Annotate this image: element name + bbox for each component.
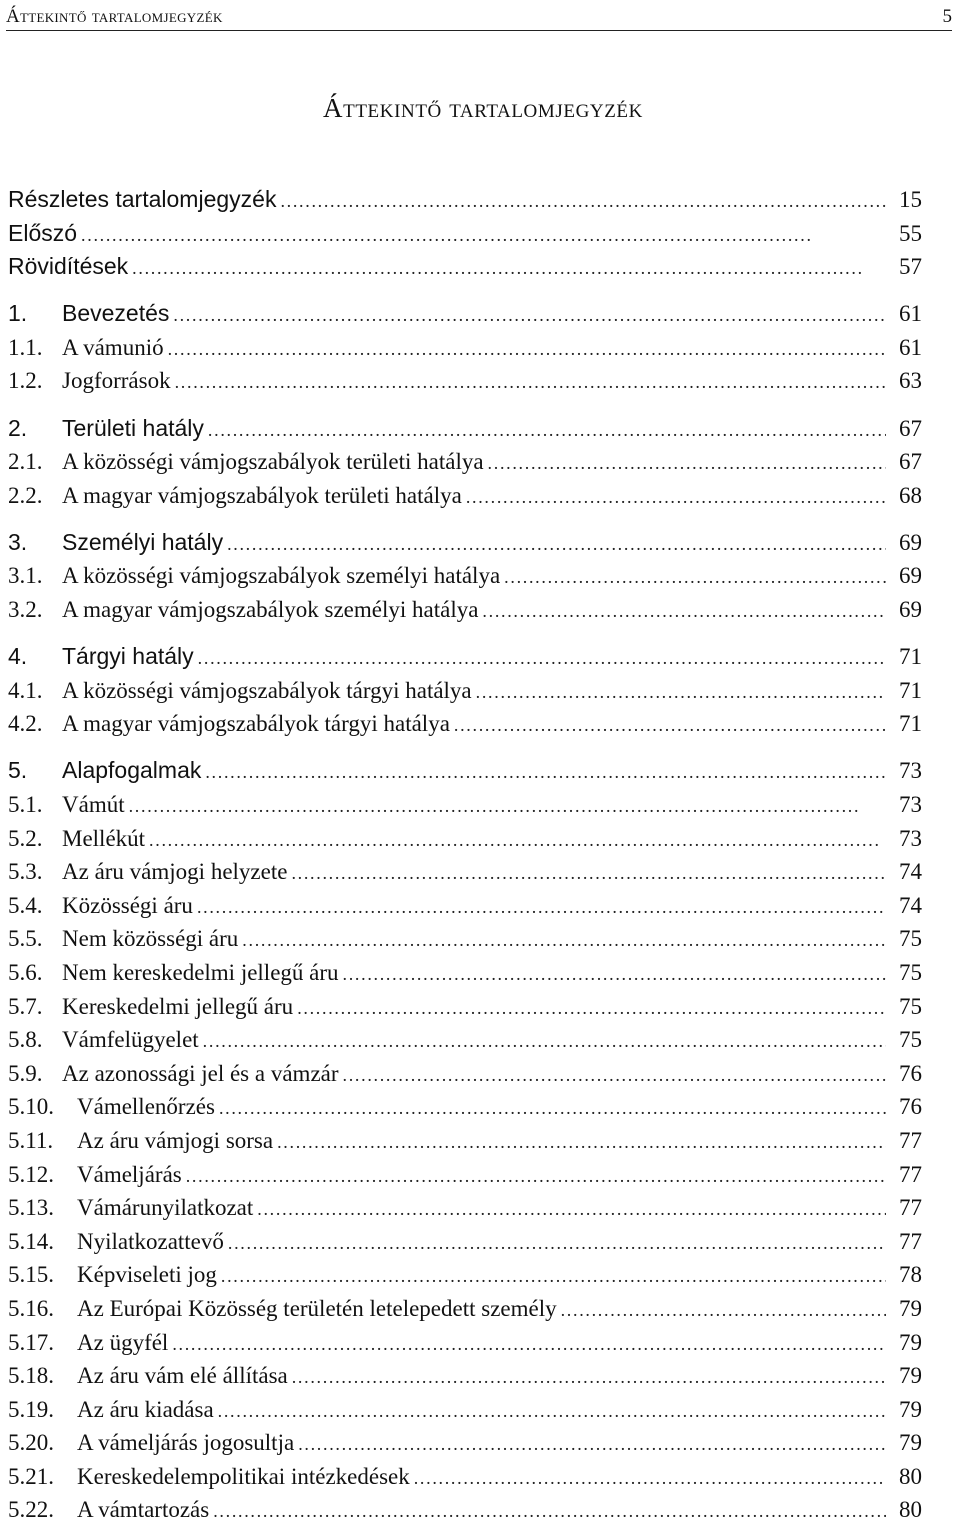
- toc-entry-page-number: 80: [899, 1497, 922, 1523]
- toc-entry-page-number: 79: [899, 1430, 922, 1456]
- toc-entry-title: Kereskedelmi jellegű áru: [62, 993, 294, 1019]
- toc-entry-leader-dots: [298, 1428, 886, 1462]
- toc-entry-title: Területi hatály: [62, 414, 204, 441]
- toc-entry-title: Nyilatkozattevő: [77, 1228, 224, 1254]
- toc-entry-number: 5.1.: [8, 792, 43, 817]
- toc-entry-page-number: 77: [899, 1161, 922, 1187]
- toc-entry-leader-dots: [454, 709, 886, 743]
- toc-entry[interactable]: [8, 640, 922, 674]
- toc-entry-page-number: 61: [899, 334, 922, 360]
- toc-entry-number: 5.10.: [8, 1094, 54, 1120]
- toc-entry-title: Jogforrások: [62, 368, 171, 394]
- toc-entry-page-number: 77: [899, 1228, 922, 1254]
- toc-entry-leader-dots: [291, 857, 886, 891]
- toc-entry-title: Közösségi áru: [62, 892, 193, 918]
- toc-entry-leader-dots: [172, 1328, 886, 1362]
- toc-entry[interactable]: [8, 956, 922, 990]
- toc-entry-leader-dots: [213, 1495, 886, 1529]
- toc-entry-page-number: 75: [899, 993, 922, 1019]
- toc-entry-number: 5.2.: [8, 825, 43, 851]
- toc-entry-number: 2.: [8, 414, 28, 441]
- toc-entry-title: Az Európai Közösség területén letelepedett személy: [77, 1295, 557, 1321]
- toc-entry-leader-dots: [414, 1462, 886, 1496]
- toc-entry-number: 5.6.: [8, 959, 43, 985]
- toc-entry-number: 5.17.: [8, 1329, 54, 1355]
- toc-entry-title: A vámtartozás: [77, 1497, 210, 1523]
- toc-entry-leader-dots: [186, 1160, 886, 1194]
- toc-entry[interactable]: [8, 1493, 922, 1527]
- toc-entry-leader-dots: [173, 299, 886, 333]
- toc-entry-number: 5.7.: [8, 993, 43, 1019]
- toc-entry-number: 3.2.: [8, 597, 43, 623]
- toc-entry-page-number: 69: [899, 597, 922, 623]
- toc-entry[interactable]: [8, 889, 922, 923]
- toc-entry-page-number: 78: [899, 1262, 922, 1288]
- toc-entry-title: Előszó: [8, 219, 78, 246]
- toc-entry-title: A vámunió: [62, 334, 164, 360]
- toc-entry-number: 5.19.: [8, 1396, 54, 1422]
- toc-entry-number: 5.12.: [8, 1161, 54, 1187]
- toc-entry-page-number: 61: [899, 301, 922, 327]
- toc-entry-page-number: 77: [899, 1195, 922, 1221]
- toc-entry[interactable]: [8, 1359, 922, 1393]
- toc-entry[interactable]: [8, 183, 922, 217]
- toc-entry[interactable]: [8, 445, 922, 479]
- toc-entry-leader-dots: [129, 790, 886, 824]
- toc-entry-title: Az áru vám elé állítása: [77, 1363, 288, 1389]
- toc-entry-title: Részletes tartalomjegyzék: [8, 186, 277, 212]
- toc-entry[interactable]: [8, 1258, 922, 1292]
- toc-entry-number: 1.2.: [8, 368, 43, 394]
- toc-entry[interactable]: [8, 593, 922, 627]
- toc-entry[interactable]: [8, 1191, 922, 1225]
- toc-entry-number: 4.2.: [8, 711, 43, 737]
- toc-entry-page-number: 77: [899, 1127, 922, 1153]
- toc-entry-title: Nem kereskedelmi jellegű áru: [62, 959, 339, 985]
- toc-entry[interactable]: [8, 855, 922, 889]
- toc-entry-leader-dots: [292, 1361, 886, 1395]
- toc-entry-number: 3.: [8, 528, 28, 555]
- toc-entry-leader-dots: [482, 595, 886, 629]
- toc-entry-page-number: 79: [899, 1329, 922, 1355]
- toc-entry-leader-dots: [203, 1025, 886, 1059]
- toc-entry-leader-dots: [228, 1227, 886, 1261]
- toc-entry[interactable]: [8, 1023, 922, 1057]
- toc-entry[interactable]: [8, 250, 922, 284]
- toc-entry-number: 2.2.: [8, 482, 43, 508]
- toc-entry-title: Alapfogalmak: [62, 757, 202, 784]
- toc-entry-title: Az áru vámjogi sorsa: [77, 1127, 274, 1153]
- toc-entry-page-number: 79: [899, 1396, 922, 1422]
- toc-entry[interactable]: [8, 990, 922, 1024]
- toc-entry-number: 3.1.: [8, 563, 43, 589]
- toc-entry-title: Az áru kiadása: [77, 1396, 214, 1422]
- toc-entry-page-number: 69: [899, 563, 922, 589]
- toc-entry-title: Az áru vámjogi helyzete: [62, 859, 288, 885]
- toc-entry-number: 5.8.: [8, 1027, 43, 1053]
- toc-entry-leader-dots: [277, 1126, 886, 1160]
- toc-entry-leader-dots: [205, 756, 886, 790]
- toc-entry[interactable]: [8, 297, 922, 331]
- toc-entry-leader-dots: [81, 219, 886, 253]
- toc-entry-leader-dots: [198, 642, 886, 676]
- toc-entry-title: Kereskedelempolitikai intézkedések: [77, 1463, 410, 1489]
- toc-entry-number: 5.11.: [8, 1127, 54, 1153]
- toc-entry-leader-dots: [343, 958, 886, 992]
- toc-entry[interactable]: [8, 707, 922, 741]
- toc-entry-leader-dots: [219, 1092, 886, 1126]
- toc-entry-page-number: 63: [899, 368, 922, 394]
- toc-entry-number: 5.4.: [8, 892, 43, 918]
- toc-entry-number: 5.: [8, 757, 28, 784]
- toc-entry-page-number: 71: [899, 644, 922, 670]
- toc-entry[interactable]: [8, 479, 922, 513]
- toc-entry-number: 4.1.: [8, 677, 43, 703]
- toc-entry-title: A magyar vámjogszabályok személyi hatálya: [62, 597, 479, 623]
- toc-entry-page-number: 57: [899, 254, 922, 280]
- toc-entry-title: Mellékút: [62, 825, 146, 851]
- toc-entry[interactable]: [8, 364, 922, 398]
- toc-entry-number: 5.3.: [8, 859, 43, 885]
- toc-entry-leader-dots: [280, 185, 886, 219]
- toc-entry[interactable]: [8, 788, 922, 822]
- toc-entry-leader-dots: [504, 561, 886, 595]
- toc-entry-title: A magyar vámjogszabályok tárgyi hatálya: [62, 711, 450, 737]
- toc-entry-leader-dots: [561, 1294, 886, 1328]
- toc-entry-page-number: 75: [899, 926, 922, 952]
- toc-entry[interactable]: [8, 1225, 922, 1259]
- toc-entry[interactable]: [8, 1393, 922, 1427]
- toc-entry-number: 5.14.: [8, 1228, 54, 1254]
- toc-entry-number: 5.16.: [8, 1295, 54, 1321]
- toc-entry-number: 5.5.: [8, 926, 43, 952]
- toc-entry-page-number: 71: [899, 677, 922, 703]
- toc-entry-page-number: 68: [899, 482, 922, 508]
- toc-entry-page-number: 71: [899, 711, 922, 737]
- toc-entry-title: Vámfelügyelet: [62, 1027, 199, 1053]
- toc-entry-title: Vámellenőrzés: [77, 1094, 215, 1120]
- toc-entry[interactable]: [8, 1292, 922, 1326]
- toc-entry-page-number: 69: [899, 529, 922, 555]
- toc-entry-title: Vámút: [62, 792, 125, 817]
- toc-entry[interactable]: [8, 822, 922, 856]
- toc-entry[interactable]: [8, 1124, 922, 1158]
- toc-entry-leader-dots: [488, 447, 886, 481]
- toc-entry[interactable]: [8, 1426, 922, 1460]
- toc-entry[interactable]: [8, 922, 922, 956]
- toc-entry-number: 5.20.: [8, 1430, 54, 1456]
- toc-entry[interactable]: [8, 1326, 922, 1360]
- toc-entry-page-number: 76: [899, 1094, 922, 1120]
- toc-entry-page-number: 15: [899, 187, 922, 212]
- toc-entry-number: 5.18.: [8, 1363, 54, 1389]
- toc-entry[interactable]: [8, 1158, 922, 1192]
- toc-entry-page-number: 73: [899, 825, 922, 851]
- toc-entry-page-number: 80: [899, 1463, 922, 1489]
- toc-entry[interactable]: [8, 412, 922, 446]
- toc-entry[interactable]: [8, 559, 922, 593]
- toc-entry-leader-dots: [132, 252, 886, 286]
- toc-entry-page-number: 73: [899, 758, 922, 784]
- toc-entry-page-number: 67: [899, 415, 922, 441]
- toc-entry-title: Vámárunyilatkozat: [77, 1195, 254, 1221]
- toc-entry-leader-dots: [297, 992, 886, 1026]
- toc-entry-leader-dots: [218, 1395, 886, 1429]
- toc-entry-number: 5.21.: [8, 1463, 54, 1489]
- toc-entry-title: Bevezetés: [62, 300, 170, 327]
- toc-entry-title: Személyi hatály: [62, 528, 224, 555]
- toc-entry-page-number: 75: [899, 1027, 922, 1053]
- toc-entry-title: A közösségi vámjogszabályok területi hatálya: [62, 449, 484, 475]
- toc-entry[interactable]: [8, 674, 922, 708]
- toc-entry-leader-dots: [149, 824, 886, 858]
- toc-entry-number: 4.: [8, 643, 28, 670]
- toc-entry-leader-dots: [175, 366, 886, 400]
- running-header-page-number: 5: [942, 6, 952, 27]
- toc-entry-title: Az ügyfél: [77, 1329, 169, 1355]
- toc-entry-title: A vámeljárás jogosultja: [77, 1430, 295, 1456]
- toc-entry-leader-dots: [257, 1193, 886, 1227]
- toc-entry-page-number: 74: [899, 859, 922, 885]
- toc-entry-title: A közösségi vámjogszabályok személyi hatálya: [62, 563, 501, 589]
- toc-entry-number: 5.15.: [8, 1262, 54, 1288]
- toc-entry-title: Vámeljárás: [77, 1161, 182, 1187]
- toc-entry-leader-dots: [168, 333, 886, 367]
- toc-entry[interactable]: [8, 1460, 922, 1494]
- running-header: [6, 4, 952, 31]
- toc-entry[interactable]: [8, 754, 922, 788]
- toc-entry-leader-dots: [208, 414, 886, 448]
- toc-entry-number: 1.: [8, 300, 28, 327]
- toc-entry-number: 5.13.: [8, 1195, 54, 1221]
- toc-entry-page-number: 76: [899, 1060, 922, 1086]
- toc-entry-number: 1.1.: [8, 334, 43, 360]
- toc-entry-page-number: 55: [899, 220, 922, 246]
- toc-entry-title: A magyar vámjogszabályok területi hatálya: [62, 482, 462, 508]
- toc-entry-page-number: 73: [899, 792, 922, 817]
- toc-entry-leader-dots: [197, 891, 886, 925]
- toc-entry-leader-dots: [221, 1260, 886, 1294]
- toc-entry-leader-dots: [227, 528, 886, 562]
- toc-entry-number: 2.1.: [8, 449, 43, 475]
- toc-entry-title: Képviseleti jog: [77, 1262, 217, 1288]
- toc-entry-page-number: 74: [899, 892, 922, 918]
- toc-entry-title: Tárgyi hatály: [62, 643, 194, 670]
- toc-entry-title: A közösségi vámjogszabályok tárgyi hatálya: [62, 677, 472, 703]
- page-title: Áttekintő tartalomjegyzék: [323, 93, 643, 123]
- toc-entry-number: 5.22.: [8, 1497, 54, 1523]
- toc-entry-leader-dots: [242, 924, 886, 958]
- toc-entry-page-number: 79: [899, 1295, 922, 1321]
- running-header-title: Áttekintő tartalomjegyzék: [6, 6, 223, 27]
- toc-entry-page-number: 67: [899, 449, 922, 475]
- toc-entry[interactable]: [8, 1090, 922, 1124]
- toc-entry[interactable]: [8, 331, 922, 365]
- toc-entry-leader-dots: [476, 676, 886, 710]
- toc-entry-number: 5.9.: [8, 1060, 43, 1086]
- toc-entry-title: Az azonossági jel és a vámzár: [62, 1060, 339, 1086]
- toc-entry[interactable]: [8, 217, 922, 251]
- toc-entry-title: Nem közösségi áru: [62, 926, 239, 952]
- toc-entry[interactable]: [8, 526, 922, 560]
- toc-entry[interactable]: [8, 1057, 922, 1091]
- toc-entry-title: Rövidítések: [8, 253, 129, 280]
- toc-entry-page-number: 79: [899, 1363, 922, 1389]
- toc-entry-page-number: 75: [899, 959, 922, 985]
- toc-entry-leader-dots: [343, 1059, 886, 1093]
- table-of-contents: [8, 183, 922, 1527]
- toc-entry-leader-dots: [466, 481, 886, 515]
